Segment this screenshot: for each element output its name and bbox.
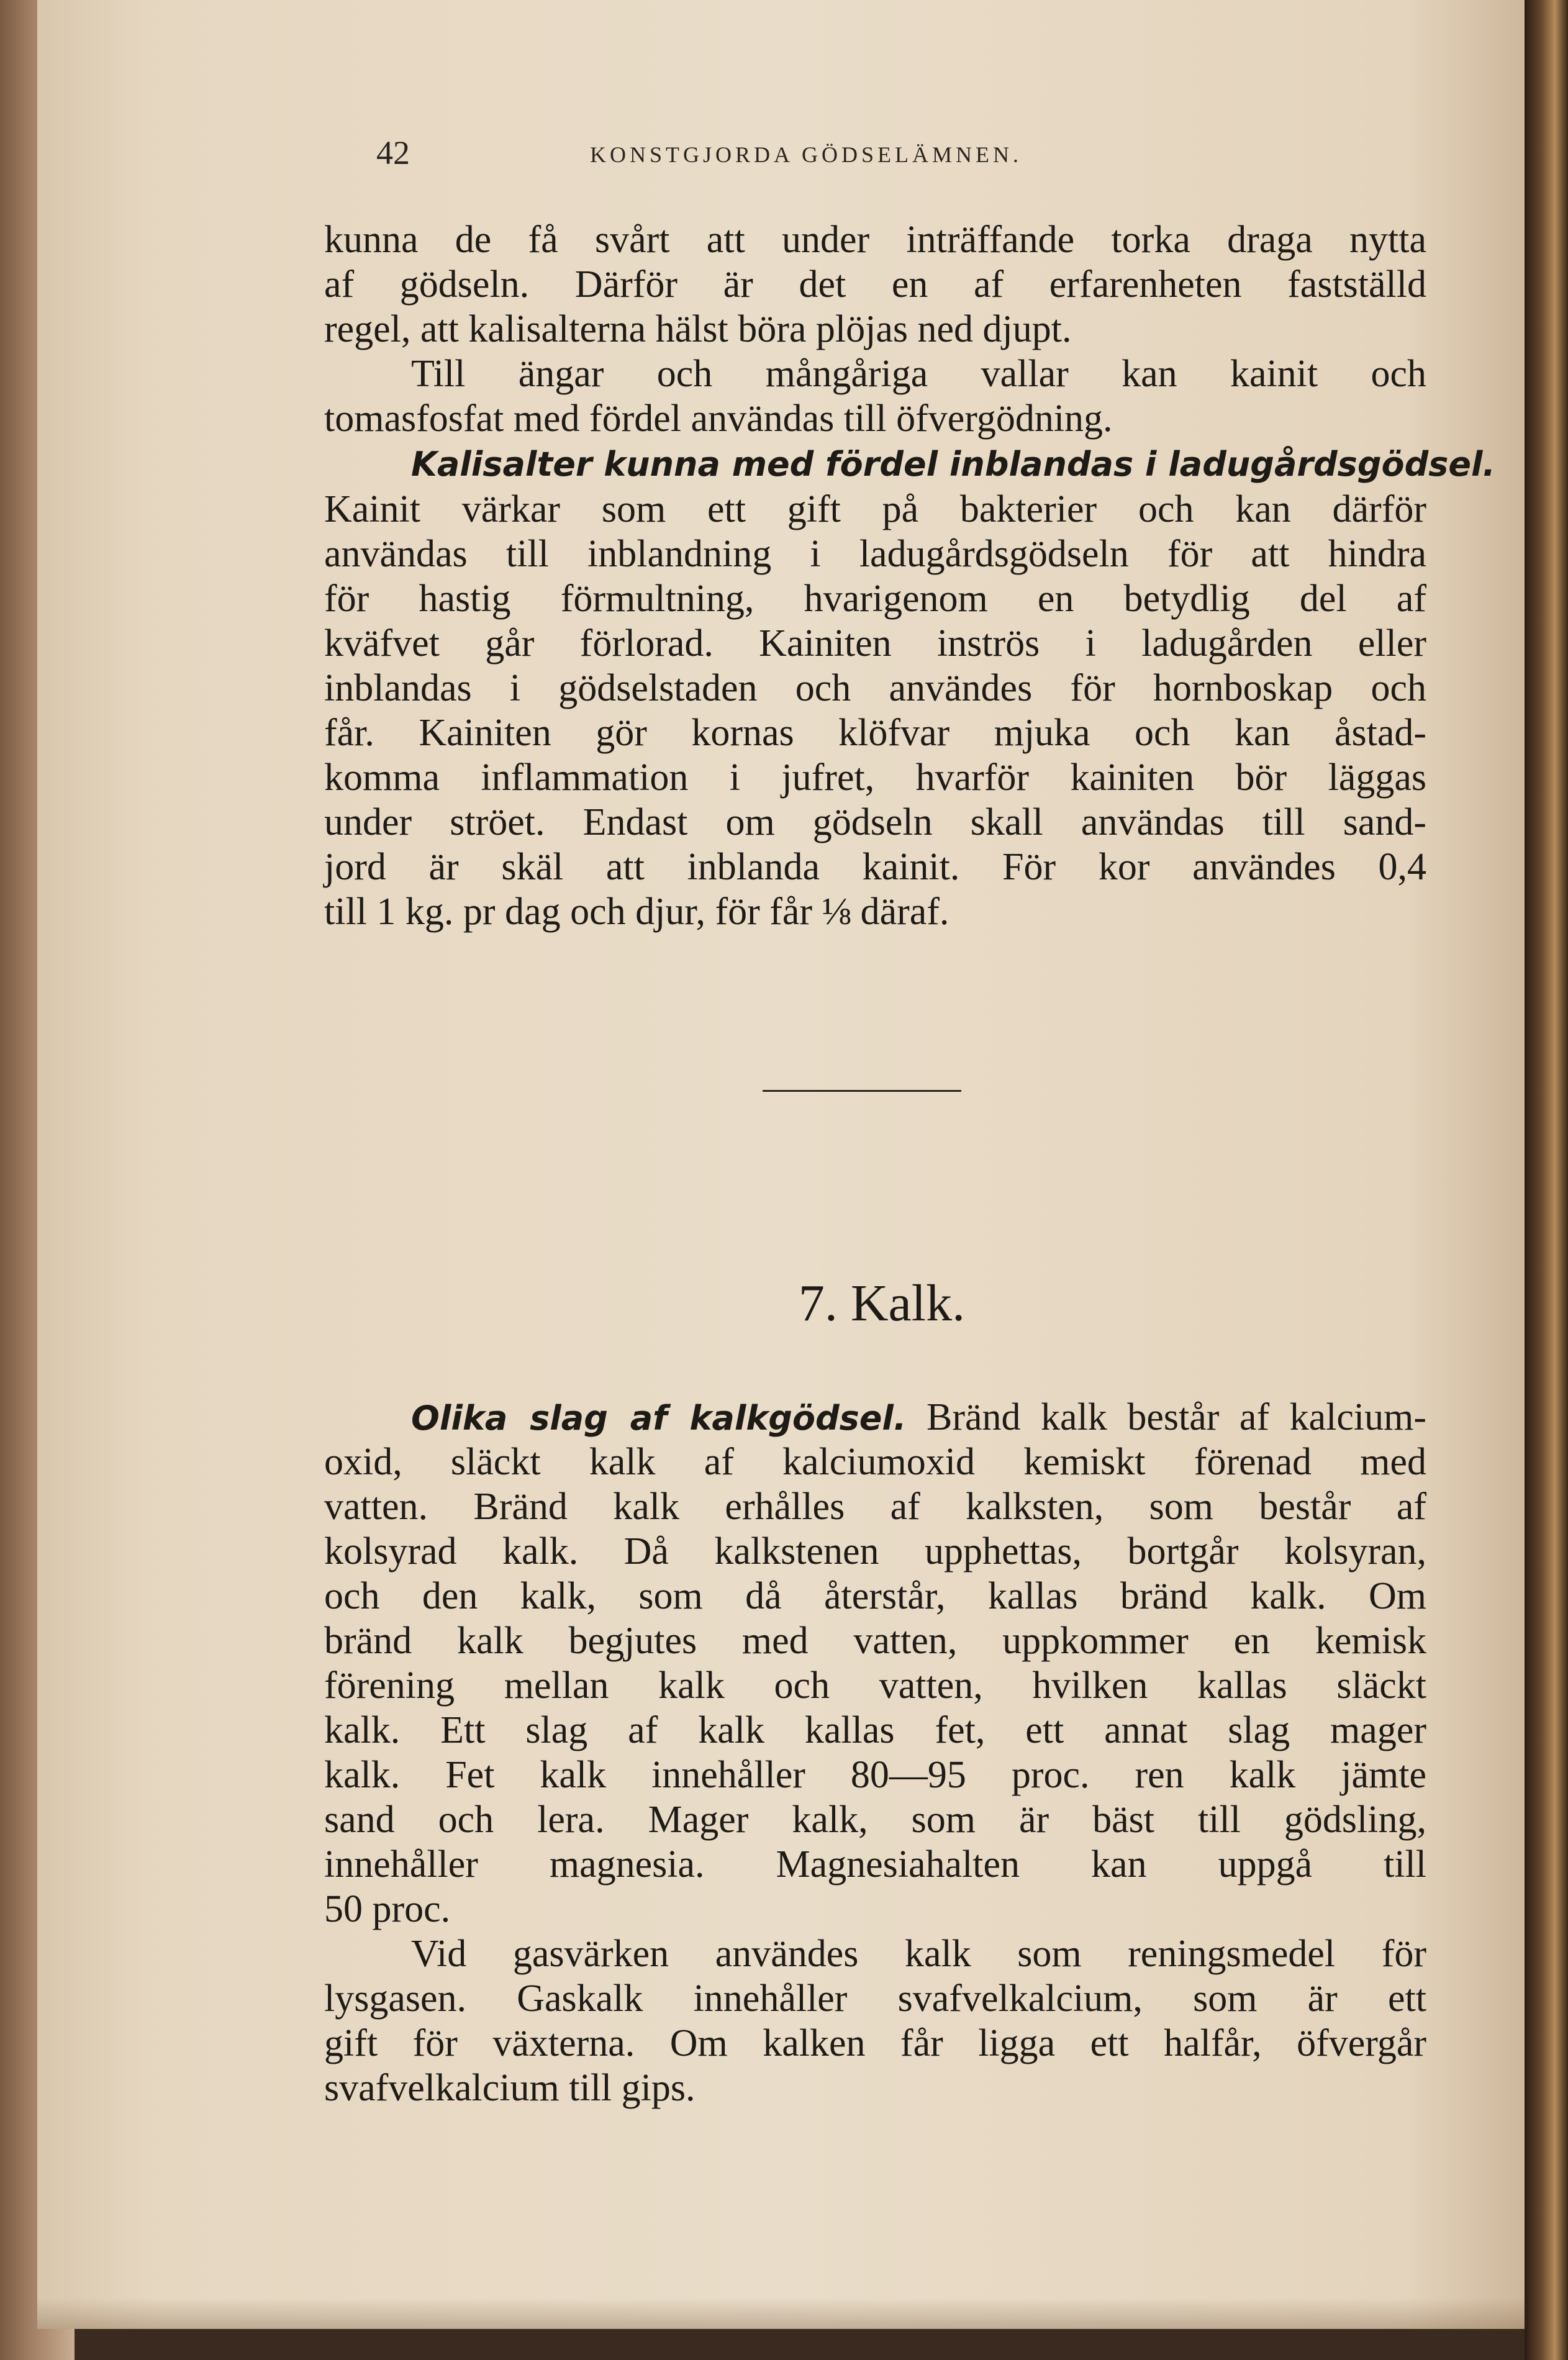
text-line: innehåller magnesia. Magnesiahalten kan uppgå till — [324, 1843, 1426, 1886]
text-fragment: Bränd kalk består af kalcium- — [927, 1396, 1426, 1438]
text-line: vatten. Bränd kalk erhålles af kalksten, som består af — [324, 1486, 1426, 1528]
text-line: till 1 kg. pr dag och djur, för får ⅛ däraf. — [324, 891, 949, 933]
text-line: gift för växterna. Om kalken får ligga ett halfår, öfvergår — [324, 2022, 1426, 2064]
text-line: Vid gasvärken användes kalk som reningsmedel för — [411, 1933, 1426, 1975]
text-line: svafvelkalcium till gips. — [324, 2067, 696, 2109]
text-line: Kainit värkar som ett gift på bakterier och kan därför — [324, 488, 1426, 530]
text-line: tomasfosfat med fördel användas till öfvergödning. — [324, 397, 1113, 440]
text-line: oxid, släckt kalk af kalciumoxid kemiskt förenad med — [324, 1441, 1426, 1483]
text-line: för hastig förmultning, hvarigenom en betydlig del af — [324, 578, 1426, 620]
text-line: under ströet. Endast om gödseln skall användas till sand- — [324, 801, 1426, 843]
text-line: kalk. Fet kalk innehåller 80—95 proc. ren kalk jämte — [324, 1754, 1426, 1796]
page-number: 42 — [376, 134, 410, 171]
book-spine — [1525, 0, 1568, 2360]
text-line: förening mellan kalk och vatten, hvilken kallas släckt — [324, 1664, 1426, 1707]
text-line: lysgasen. Gaskalk innehåller svafvelkalcium, som är ett — [324, 1977, 1426, 2020]
text-line: inblandas i gödselstaden och användes för hornboskap och — [324, 667, 1426, 709]
section-divider — [763, 1090, 961, 1092]
text-line: komma inflammation i jufret, hvarför kainiten bör läggas — [324, 756, 1426, 799]
subheading: Olika slag af kalkgödsel. — [411, 1399, 907, 1438]
text-line: af gödseln. Därför är det en af erfarenheten fastställd — [324, 263, 1426, 306]
text-line: regel, att kalisalterna hälst böra plöjas ned djupt. — [324, 308, 1072, 350]
text-line: bränd kalk begjutes med vatten, uppkommer en kemisk — [324, 1620, 1426, 1662]
text-line: kalk. Ett slag af kalk kallas fet, ett annat slag mager — [324, 1709, 1426, 1751]
text-line: 50 proc. — [324, 1888, 451, 1930]
text-line: jord är skäl att inblanda kainit. För kor användes 0,4 — [324, 846, 1426, 888]
text-line: användas till inblandning i ladugårdsgödseln för att hindra — [324, 533, 1426, 575]
section-title: 7. Kalk. — [798, 1274, 966, 1332]
text-line — [411, 1395, 1426, 1441]
page-bottom-edge — [37, 2298, 1525, 2329]
text-line: sand och lera. Mager kalk, som är bäst till gödsling, — [324, 1799, 1426, 1841]
text-line: Till ängar och mångåriga vallar kan kainit och — [411, 353, 1426, 395]
subheading: Kalisalter kunna med fördel inblandas i ladugårdsgödsel. — [411, 445, 1496, 484]
text-line: kolsyrad kalk. Då kalkstenen upphettas, bortgår kolsyran, — [324, 1530, 1426, 1573]
text-line: kunna de få svårt att under inträffande torka draga nytta — [324, 219, 1426, 261]
running-head: KONSTGJORDA GÖDSELÄMNEN. — [590, 142, 1023, 167]
text-line: kväfvet går förlorad. Kainiten inströs i ladugården eller — [324, 622, 1426, 665]
text-line: får. Kainiten gör kornas klöfvar mjuka och kan åstad- — [324, 712, 1426, 754]
text-line: och den kalk, som då återstår, kallas bränd kalk. Om — [324, 1575, 1426, 1617]
